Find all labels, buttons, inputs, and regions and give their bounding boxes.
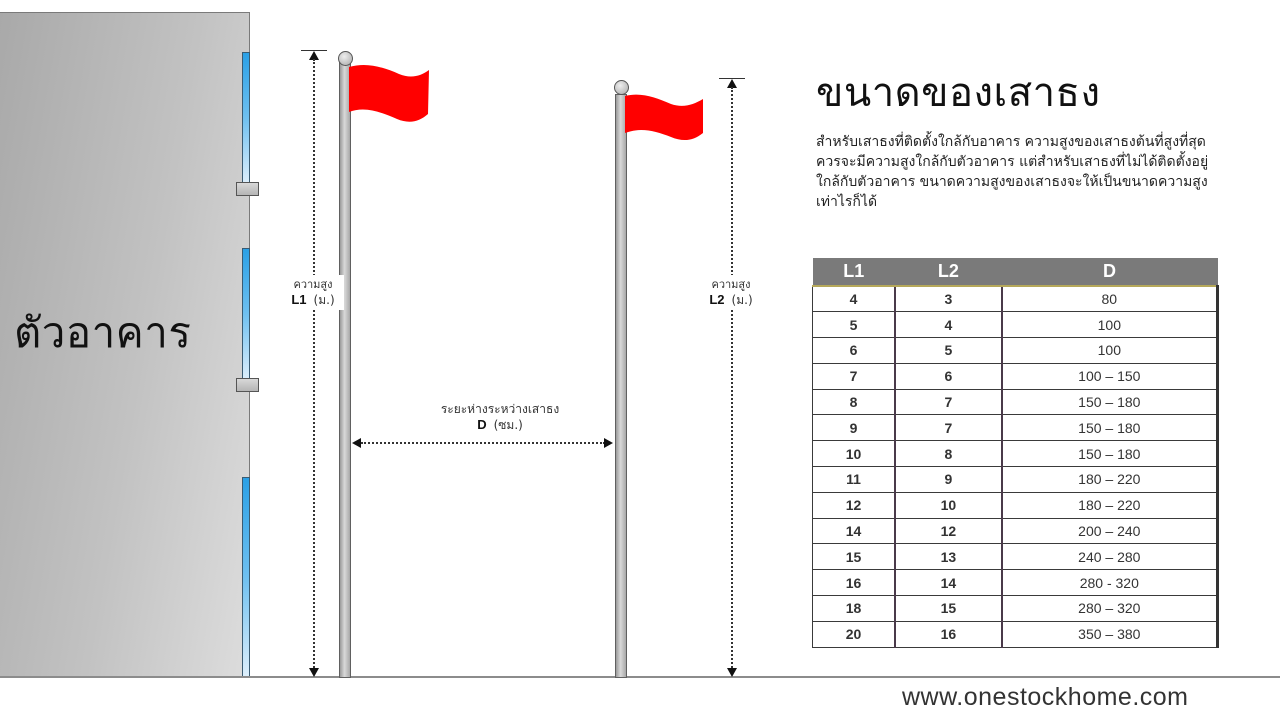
building-label: ตัวอาคาร <box>14 308 192 357</box>
cell-l2: 7 <box>895 415 1001 441</box>
height-caption: ความสูง <box>711 278 751 291</box>
distance-caption: ระยะห่างระหว่างเสาธง <box>440 402 560 416</box>
table-row <box>813 286 1218 312</box>
table-row <box>813 415 1218 441</box>
cell-l2: 13 <box>895 544 1001 570</box>
table-row <box>813 338 1218 364</box>
wall-bracket <box>236 182 259 196</box>
dimension-label-l1 <box>282 275 344 310</box>
cell-l2: 15 <box>895 596 1001 622</box>
cell-l1: 14 <box>813 518 896 544</box>
cell-l2: 9 <box>895 467 1001 493</box>
flagpole-l2 <box>615 94 627 678</box>
table-row <box>813 518 1218 544</box>
column-header-d: D <box>1002 258 1218 286</box>
cell-l1: 5 <box>813 312 896 338</box>
dimension-line-l2 <box>731 87 733 668</box>
cell-d: 150 – 180 <box>1002 441 1218 467</box>
arrow-down-icon <box>727 668 737 677</box>
cell-l2: 6 <box>895 363 1001 389</box>
building-window <box>242 248 250 380</box>
cell-l2: 16 <box>895 621 1001 647</box>
cell-l2: 5 <box>895 338 1001 364</box>
cell-d: 100 <box>1002 338 1218 364</box>
unit-label: (ม.) <box>313 293 335 307</box>
website-url: www.onestockhome.com <box>902 683 1189 711</box>
cell-l1: 12 <box>813 492 896 518</box>
cell-l1: 4 <box>813 286 896 312</box>
cell-l1: 11 <box>813 467 896 493</box>
l2-symbol: L2 <box>709 292 725 307</box>
table-row <box>813 312 1218 338</box>
table-row <box>813 621 1218 647</box>
unit-label: (ม.) <box>731 293 753 307</box>
cell-l2: 3 <box>895 286 1001 312</box>
unit-label: (ซม.) <box>493 418 523 432</box>
building-window <box>242 52 250 184</box>
table-row <box>813 467 1218 493</box>
flagpole-size-table <box>812 258 1219 648</box>
cell-l2: 4 <box>895 312 1001 338</box>
dimension-line-l1 <box>313 59 315 668</box>
cell-l2: 7 <box>895 389 1001 415</box>
flag-icon <box>349 64 431 124</box>
cell-l2: 8 <box>895 441 1001 467</box>
cell-l2: 14 <box>895 570 1001 596</box>
table-header-row <box>813 258 1218 286</box>
cell-l1: 18 <box>813 596 896 622</box>
flagpole-l1 <box>339 60 351 678</box>
cell-d: 100 – 150 <box>1002 363 1218 389</box>
flag-icon <box>625 93 705 143</box>
cell-l1: 9 <box>813 415 896 441</box>
cell-d: 180 – 220 <box>1002 467 1218 493</box>
table-row <box>813 544 1218 570</box>
cell-d: 280 - 320 <box>1002 570 1218 596</box>
l1-symbol: L1 <box>291 292 307 307</box>
cell-l1: 10 <box>813 441 896 467</box>
cell-l1: 15 <box>813 544 896 570</box>
cell-d: 240 – 280 <box>1002 544 1218 570</box>
dimension-label-d <box>430 400 570 435</box>
cell-d: 180 – 220 <box>1002 492 1218 518</box>
cell-d: 150 – 180 <box>1002 389 1218 415</box>
cell-d: 350 – 380 <box>1002 621 1218 647</box>
cell-l2: 10 <box>895 492 1001 518</box>
table-row <box>813 441 1218 467</box>
cell-l1: 20 <box>813 621 896 647</box>
cell-l2: 12 <box>895 518 1001 544</box>
column-header-l2: L2 <box>895 258 1001 286</box>
height-caption: ความสูง <box>293 278 333 291</box>
cell-l1: 7 <box>813 363 896 389</box>
cell-d: 150 – 180 <box>1002 415 1218 441</box>
table-row <box>813 492 1218 518</box>
d-symbol: D <box>477 417 487 432</box>
cell-l1: 6 <box>813 338 896 364</box>
arrow-left-icon <box>352 438 361 448</box>
arrow-down-icon <box>309 668 319 677</box>
table-row <box>813 363 1218 389</box>
wall-bracket <box>236 378 259 392</box>
cell-d: 100 <box>1002 312 1218 338</box>
arrow-right-icon <box>604 438 613 448</box>
building-window <box>242 477 250 677</box>
page-title: ขนาดของเสาธง <box>816 70 1101 116</box>
description: สำหรับเสาธงที่ติดตั้งใกล้กับอาคาร ความสูงของเสาธงต้นที่สูงที่สุด ควรจะมีความสูงใกล้กับตัวอาคาร แต่สำหรับเสาธงที่ไม่ได้ติดตั้งอยู่ใกล้กับตัวอาคาร ขนาดความสูงของเสาธงจะให้เป็นขนาดความสูงเท่าไรก็ได้ <box>816 134 1209 210</box>
cell-d: 280 – 320 <box>1002 596 1218 622</box>
ground-line <box>0 676 1280 678</box>
cell-d: 200 – 240 <box>1002 518 1218 544</box>
cell-l1: 8 <box>813 389 896 415</box>
dimension-label-l2 <box>700 275 762 310</box>
table-row <box>813 596 1218 622</box>
column-header-l1: L1 <box>813 258 896 286</box>
cell-d: 80 <box>1002 286 1218 312</box>
table-row <box>813 570 1218 596</box>
table-row <box>813 389 1218 415</box>
cell-l1: 16 <box>813 570 896 596</box>
dimension-line-d <box>361 442 605 444</box>
building <box>0 12 250 678</box>
